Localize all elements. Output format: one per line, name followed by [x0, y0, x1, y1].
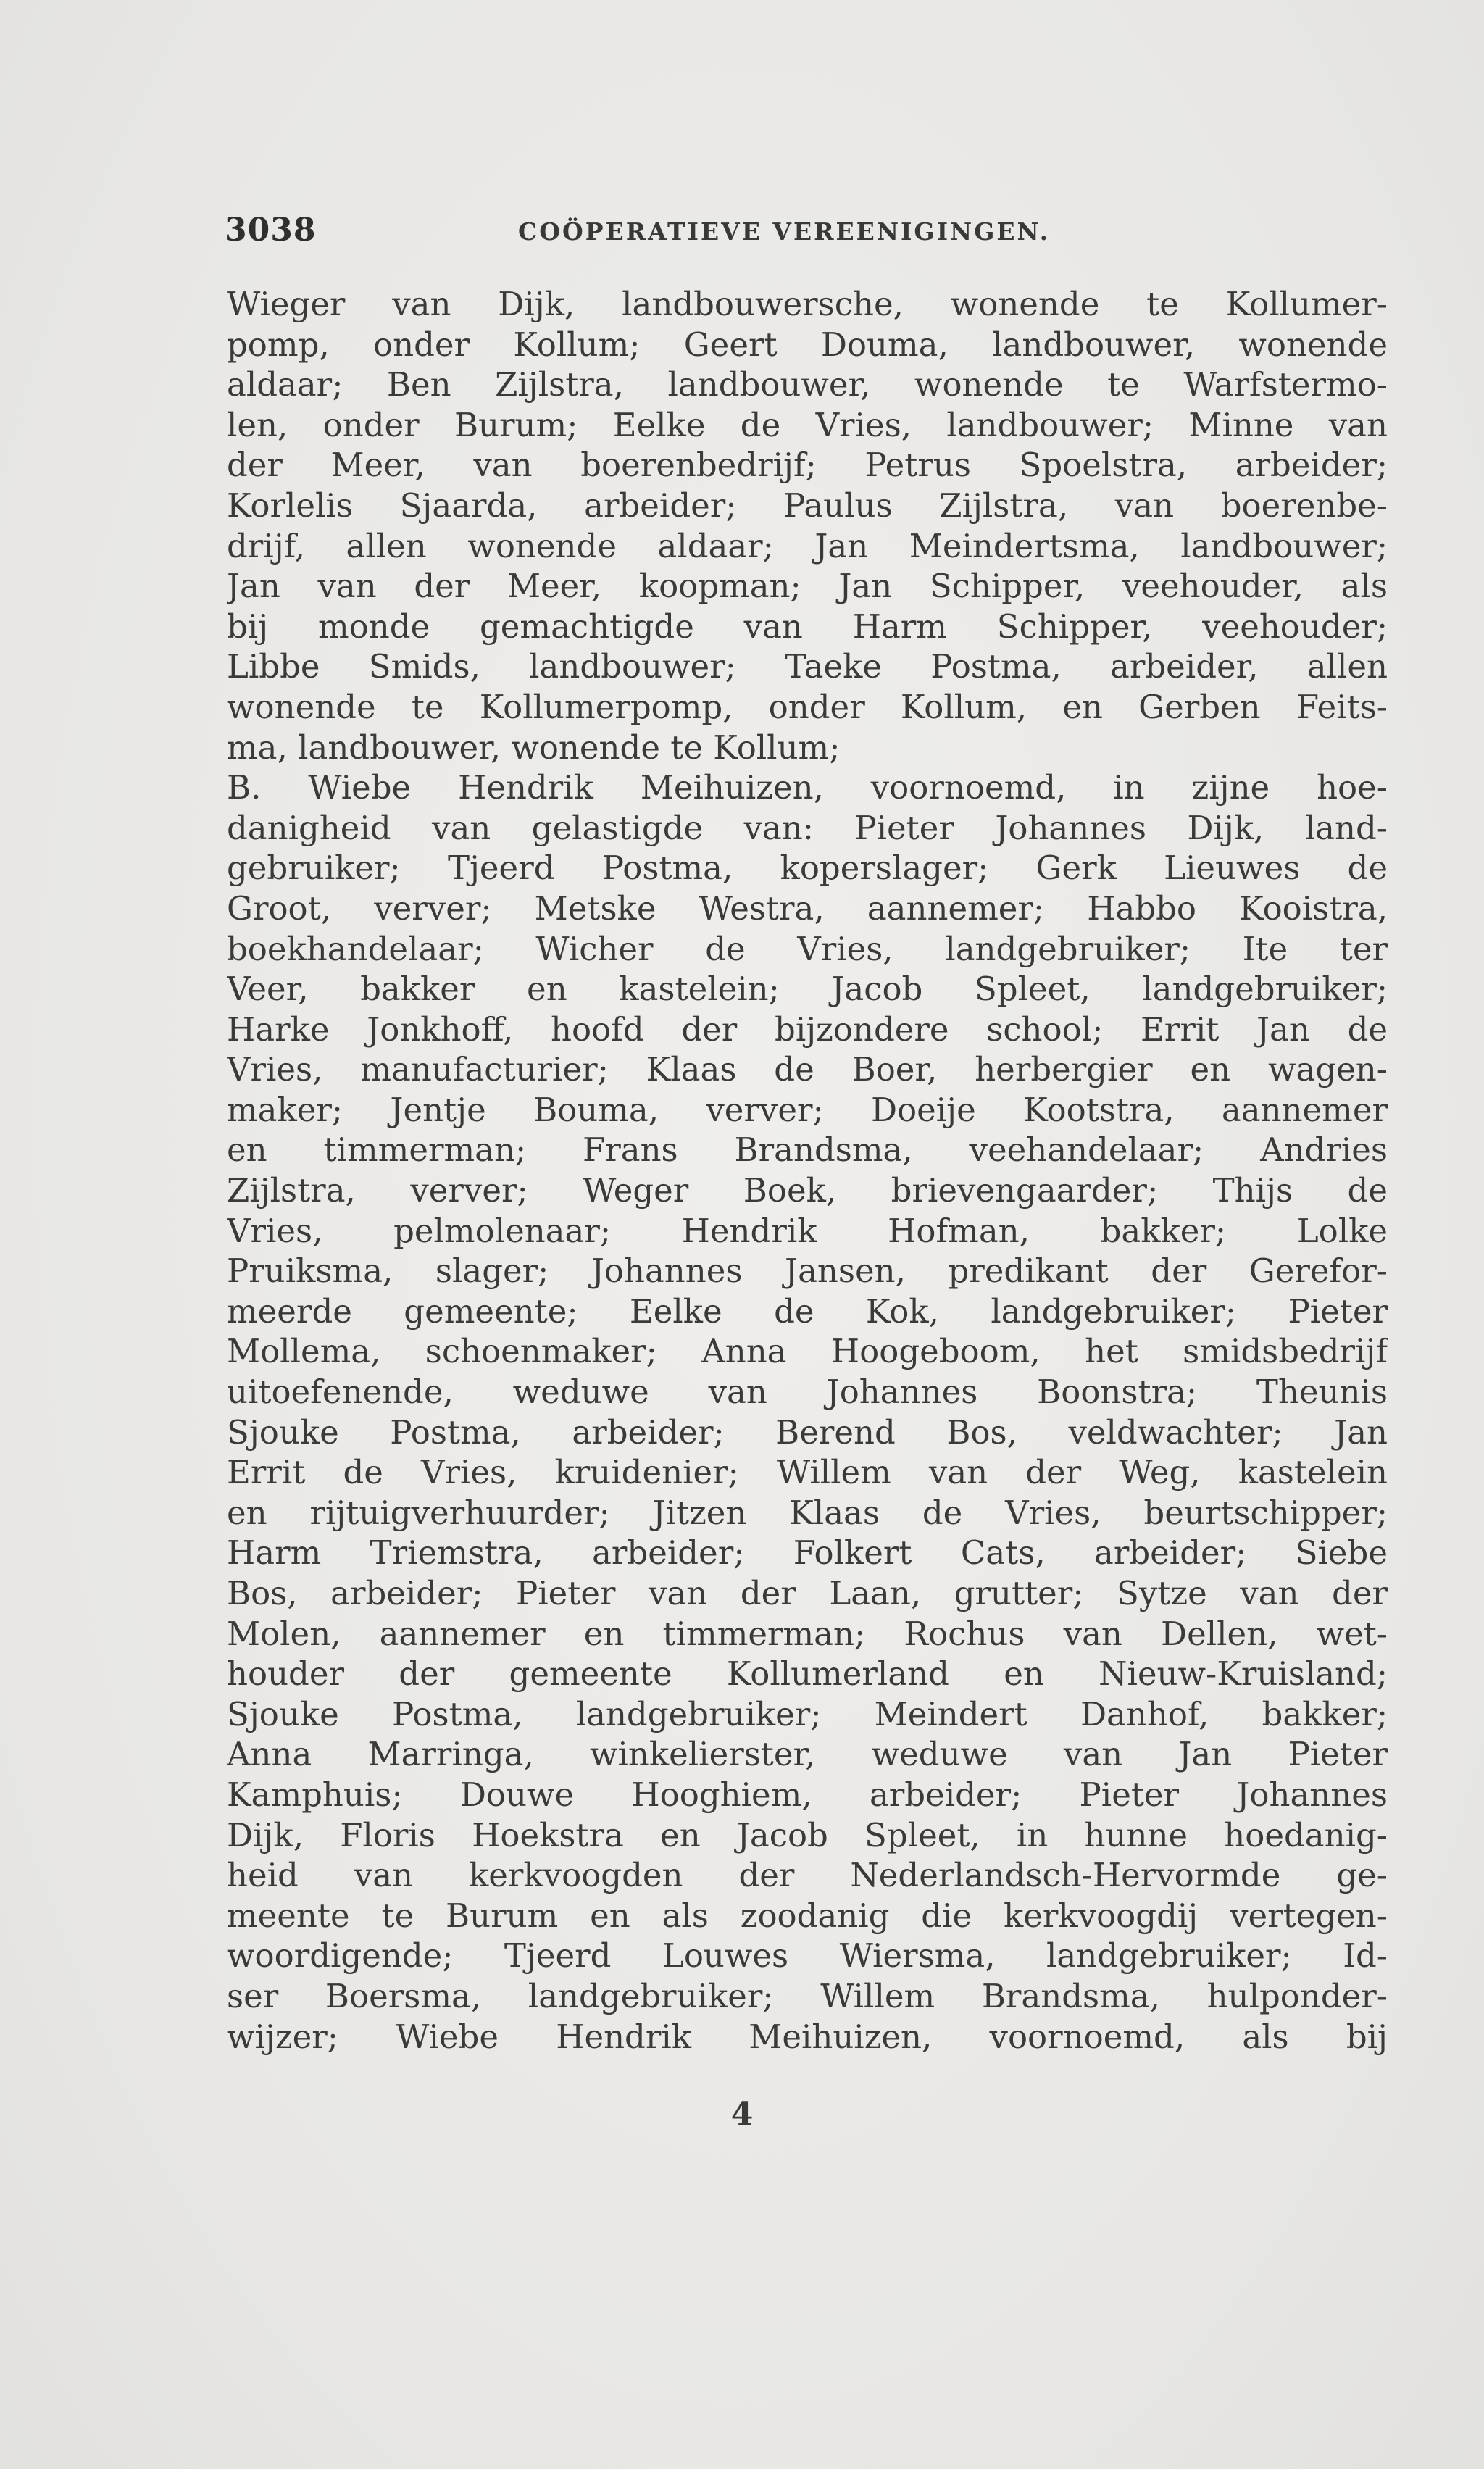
text-line: Kamphuis; Douwe Hooghiem, arbeider; Pieter Johannes [227, 1775, 1388, 1814]
text-line: en timmerman; Frans Brandsma, veehandelaar; Andries [227, 1131, 1388, 1170]
text-line: houder der gemeente Kollumerland en Nieuw-Kruisland; [227, 1654, 1388, 1694]
text-line: Errit de Vries, kruidenier; Willem van der Weg, kastelein [227, 1453, 1388, 1492]
text-line: Sjouke Postma, landgebruiker; Meindert Danhof, bakker; [227, 1694, 1388, 1733]
text-line: meente te Burum en als zoodanig die kerkvoogdij vertegen- [227, 1896, 1388, 1935]
text-line: bij monde gemachtigde van Harm Schipper, veehouder; [227, 607, 1388, 646]
text-line: gebruiker; Tjeerd Postma, koperslager; Gerk Lieuwes de [227, 849, 1388, 888]
running-head: COÖPERATIEVE VEREENIGINGEN. [518, 217, 1051, 246]
text-line: maker; Jentje Bouma, verver; Doeije Kootstra, aannemer [227, 1090, 1388, 1129]
text-line: Anna Marringa, winkelierster, weduwe van Jan Pieter [227, 1735, 1388, 1774]
text-line: boekhandelaar; Wicher de Vries, landgebruiker; Ite ter [227, 929, 1388, 968]
text-line: woordigende; Tjeerd Louwes Wiersma, landgebruiker; Id- [227, 1936, 1388, 1975]
text-line: B. Wiebe Hendrik Meihuizen, voornoemd, in zijne hoe- [227, 768, 1388, 807]
body-text [227, 284, 1388, 2057]
text-line: pomp, onder Kollum; Geert Douma, landbouwer, wonende [227, 325, 1388, 364]
text-line: Vries, pelmolenaar; Hendrik Hofman, bakker; Lolke [227, 1211, 1388, 1250]
text-line: Harm Triemstra, arbeider; Folkert Cats, arbeider; Siebe [227, 1533, 1388, 1573]
text-line: Korlelis Sjaarda, arbeider; Paulus Zijlstra, van boerenbe- [227, 486, 1388, 525]
text-line: Zijlstra, verver; Weger Boek, brievengaarder; Thijs de [227, 1171, 1388, 1210]
text-line: drijf, allen wonende aldaar; Jan Meindertsma, landbouwer; [227, 526, 1388, 565]
text-line: ser Boersma, landgebruiker; Willem Brandsma, hulponder- [227, 1976, 1388, 2015]
text-line: Sjouke Postma, arbeider; Berend Bos, veldwachter; Jan [227, 1412, 1388, 1452]
text-line: Veer, bakker en kastelein; Jacob Spleet, landgebruiker; [227, 970, 1388, 1009]
text-line: Vries, manufacturier; Klaas de Boer, herbergier en wagen- [227, 1050, 1388, 1089]
text-line: en rijtuigverhuurder; Jitzen Klaas de Vries, beurtschipper; [227, 1493, 1388, 1532]
text-line: wijzer; Wiebe Hendrik Meihuizen, voornoemd, als bij [227, 2017, 1388, 2056]
text-line: Wieger van Dijk, landbouwersche, wonende te Kollumer- [227, 285, 1388, 323]
text-line: Mollema, schoenmaker; Anna Hoogeboom, het smidsbedrijf [227, 1332, 1388, 1371]
text-line: Pruiksma, slager; Johannes Jansen, predikant der Gerefor- [227, 1252, 1388, 1291]
text-line: uitoefenende, weduwe van Johannes Boonstra; Theunis [227, 1373, 1388, 1412]
text-line: Molen, aannemer en timmerman; Rochus van Dellen, wet- [227, 1614, 1388, 1653]
page-header [225, 212, 1385, 255]
text-line: Jan van der Meer, koopman; Jan Schipper, veehouder, als [227, 567, 1388, 606]
text-line: len, onder Burum; Eelke de Vries, landbouwer; Minne van [227, 405, 1388, 444]
text-line: heid van kerkvoogden der Nederlandsch-Hervormde ge- [227, 1856, 1388, 1895]
text-line: Groot, verver; Metske Westra, aannemer; Habbo Kooistra, [227, 888, 1388, 928]
text-line: meerde gemeente; Eelke de Kok, landgebruiker; Pieter [227, 1291, 1388, 1331]
text-line: Harke Jonkhoff, hoofd der bijzondere school; Errit Jan de [227, 1009, 1388, 1049]
text-line: Dijk, Floris Hoekstra en Jacob Spleet, in hunne hoedanig- [227, 1815, 1388, 1854]
text-line: der Meer, van boerenbedrijf; Petrus Spoelstra, arbeider; [227, 446, 1388, 485]
text-line: danigheid van gelastigde van: Pieter Johannes Dijk, land- [227, 808, 1388, 847]
signature-mark: 4 [730, 2096, 754, 2133]
text-line: Libbe Smids, landbouwer; Taeke Postma, arbeider, allen [227, 647, 1388, 686]
text-line: Bos, arbeider; Pieter van der Laan, grutter; Sytze van der [227, 1574, 1388, 1612]
text-line: ma, landbouwer, wonende te Kollum; [227, 728, 841, 767]
text-line: aldaar; Ben Zijlstra, landbouwer, wonende te Warfstermo- [227, 365, 1388, 404]
text-line: wonende te Kollumerpomp, onder Kollum, en Gerben Feits- [227, 687, 1388, 726]
page-number: 3038 [225, 212, 317, 249]
